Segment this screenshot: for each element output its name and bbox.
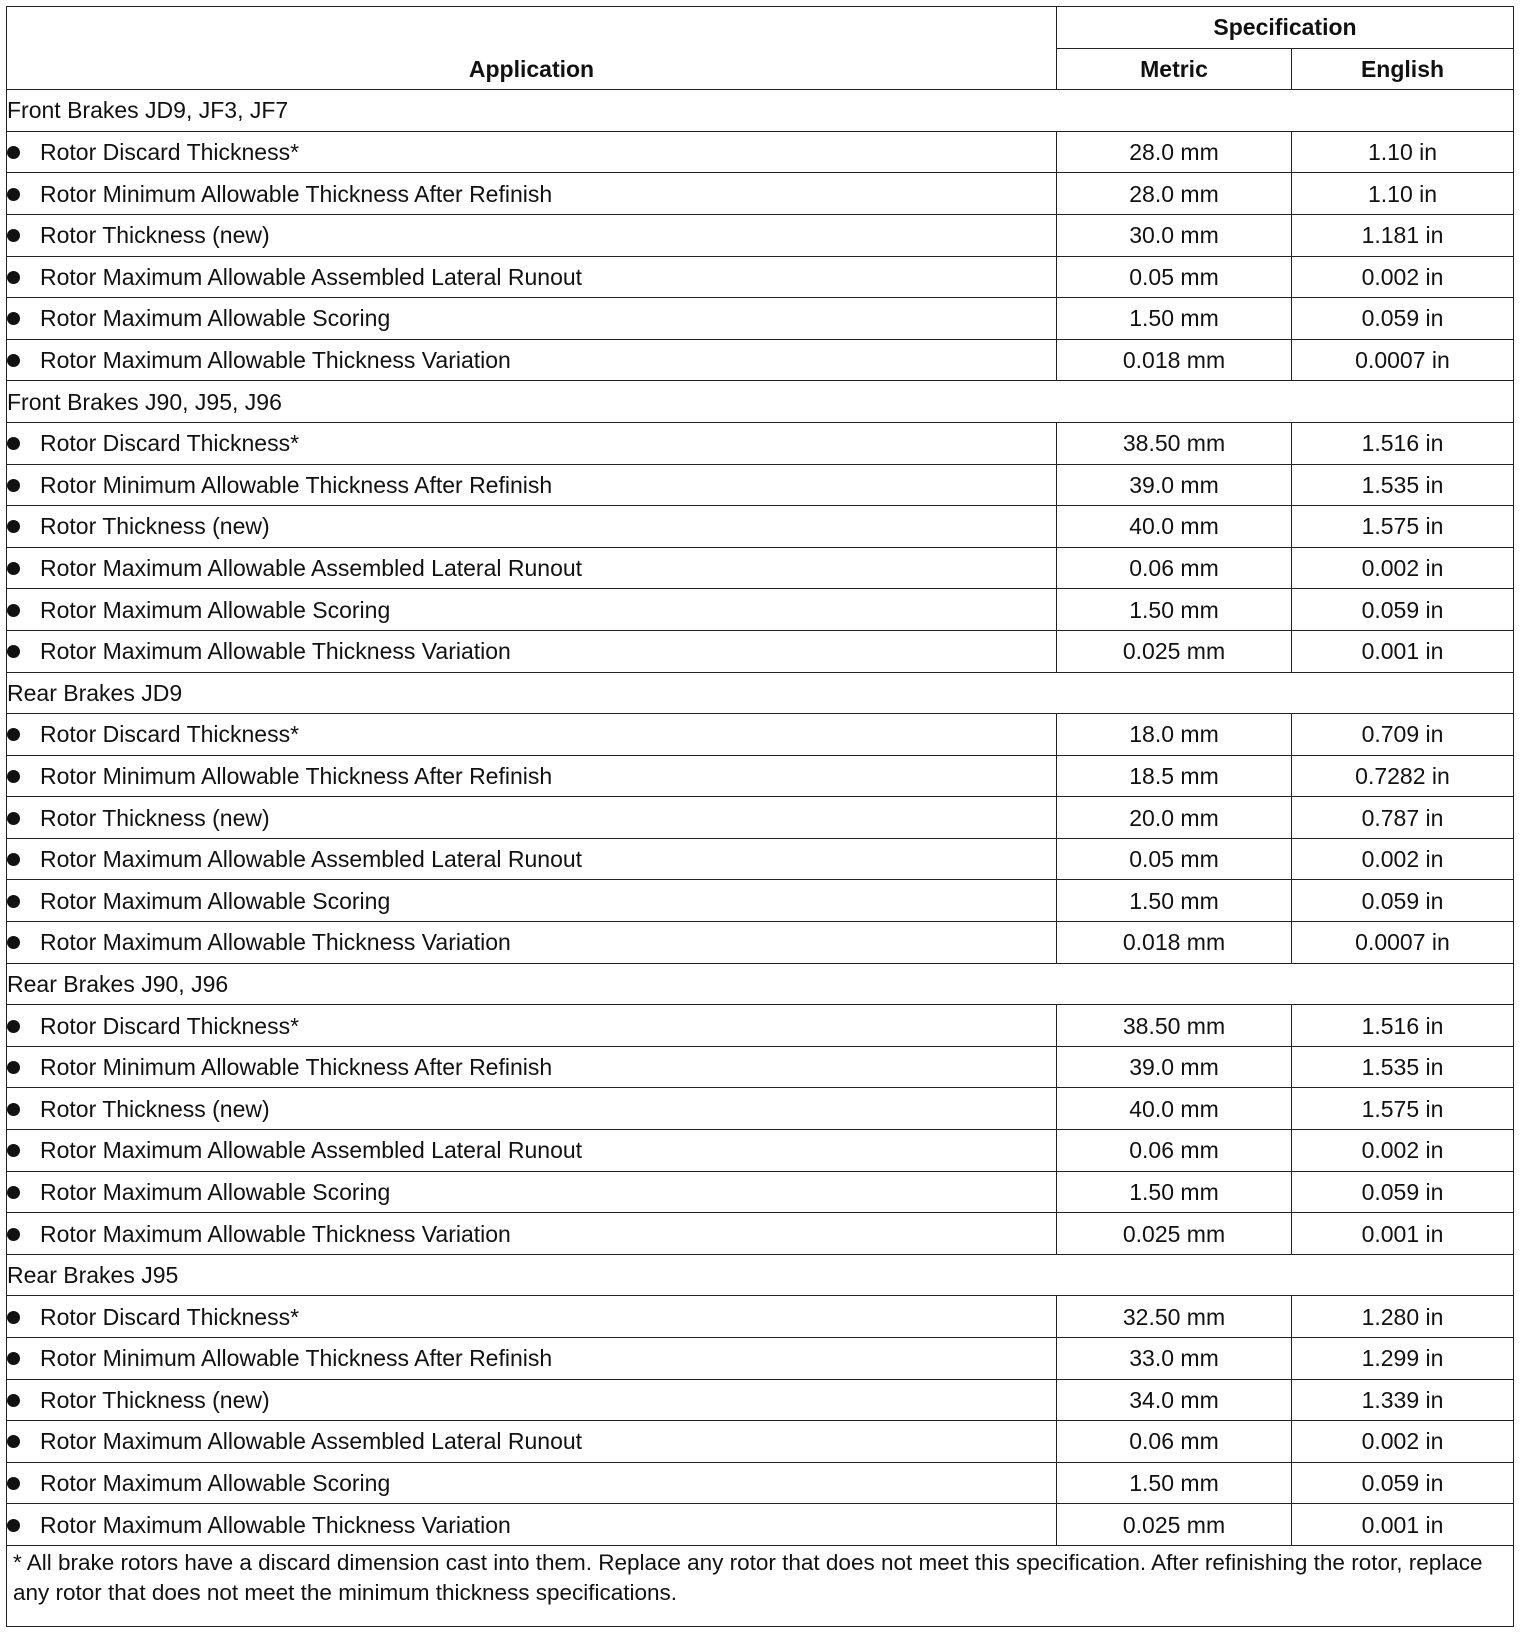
application-cell [7, 339, 1057, 381]
application-cell [7, 1421, 1057, 1463]
english-value: 0.059 in [1292, 589, 1514, 631]
table-row [7, 298, 1514, 340]
table-row [7, 506, 1514, 548]
application-cell [7, 880, 1057, 922]
table-footer [7, 1545, 1514, 1626]
english-value: 0.002 in [1292, 1421, 1514, 1463]
english-value: 0.7282 in [1292, 755, 1514, 797]
table-row [7, 1462, 1514, 1504]
application-cell [7, 547, 1057, 589]
table-row [7, 1296, 1514, 1338]
table-row [7, 797, 1514, 839]
application-label: Rotor Thickness (new) [40, 222, 270, 249]
metric-value: 1.50 mm [1057, 880, 1292, 922]
english-value: 1.516 in [1292, 422, 1514, 464]
application-cell [7, 422, 1057, 464]
metric-value: 0.025 mm [1057, 1504, 1292, 1546]
metric-value: 0.05 mm [1057, 256, 1292, 298]
bullet-icon [7, 1435, 20, 1448]
metric-value: 1.50 mm [1057, 589, 1292, 631]
section-row [7, 963, 1514, 1005]
application-label: Rotor Maximum Allowable Thickness Variation [40, 1511, 511, 1538]
table-row [7, 173, 1514, 215]
application-label: Rotor Maximum Allowable Scoring [40, 1470, 391, 1497]
application-header: Application [7, 7, 1057, 90]
specification-header: Specification [1057, 7, 1514, 49]
bullet-icon [7, 437, 20, 450]
application-label: Rotor Thickness (new) [40, 513, 270, 540]
application-cell [7, 1213, 1057, 1255]
application-label: Rotor Discard Thickness* [40, 1303, 300, 1330]
table-row [7, 547, 1514, 589]
section-title: Rear Brakes J90, J96 [7, 963, 1514, 1005]
bullet-icon [7, 1103, 20, 1116]
bullet-icon [7, 1186, 20, 1199]
english-value: 0.002 in [1292, 838, 1514, 880]
english-value: 1.181 in [1292, 214, 1514, 256]
bullet-icon [7, 770, 20, 783]
bullet-icon [7, 146, 20, 159]
bullet-icon [7, 1394, 20, 1407]
metric-value: 0.06 mm [1057, 1421, 1292, 1463]
application-cell [7, 1046, 1057, 1088]
section-title: Front Brakes J90, J95, J96 [7, 381, 1514, 423]
metric-value: 0.06 mm [1057, 1130, 1292, 1172]
application-cell [7, 1338, 1057, 1380]
section-row [7, 90, 1514, 132]
table-body [7, 90, 1514, 1546]
application-label: Rotor Maximum Allowable Assembled Lateral Runout [40, 263, 583, 290]
english-value: 1.535 in [1292, 464, 1514, 506]
application-label: Rotor Minimum Allowable Thickness After Refinish [40, 471, 553, 498]
bullet-icon [7, 1519, 20, 1532]
metric-value: 18.0 mm [1057, 714, 1292, 756]
footnote-row [7, 1545, 1514, 1626]
english-value: 0.059 in [1292, 298, 1514, 340]
english-value: 1.10 in [1292, 173, 1514, 215]
metric-value: 18.5 mm [1057, 755, 1292, 797]
application-label: Rotor Discard Thickness* [40, 721, 300, 748]
english-value: 1.516 in [1292, 1005, 1514, 1047]
table-row [7, 1421, 1514, 1463]
bullet-icon [7, 936, 20, 949]
application-label: Rotor Discard Thickness* [40, 139, 300, 166]
english-value: 0.059 in [1292, 1171, 1514, 1213]
english-value: 0.0007 in [1292, 922, 1514, 964]
table-row [7, 630, 1514, 672]
table-row [7, 422, 1514, 464]
metric-value: 40.0 mm [1057, 1088, 1292, 1130]
table-row [7, 922, 1514, 964]
english-value: 0.001 in [1292, 630, 1514, 672]
application-label: Rotor Maximum Allowable Thickness Variation [40, 347, 511, 374]
application-label: Rotor Maximum Allowable Thickness Variation [40, 929, 511, 956]
application-cell [7, 464, 1057, 506]
bullet-icon [7, 188, 20, 201]
application-cell [7, 797, 1057, 839]
application-cell [7, 589, 1057, 631]
application-cell [7, 755, 1057, 797]
table-row [7, 589, 1514, 631]
table-row [7, 1005, 1514, 1047]
english-value: 0.002 in [1292, 1130, 1514, 1172]
table-row [7, 131, 1514, 173]
table-row [7, 1088, 1514, 1130]
bullet-icon [7, 1228, 20, 1241]
bullet-icon [7, 271, 20, 284]
bullet-icon [7, 1061, 20, 1074]
english-value: 1.280 in [1292, 1296, 1514, 1338]
table-row [7, 755, 1514, 797]
application-label: Rotor Maximum Allowable Assembled Lateral Runout [40, 555, 583, 582]
application-label: Rotor Maximum Allowable Thickness Variation [40, 638, 511, 665]
application-cell [7, 630, 1057, 672]
application-cell [7, 1296, 1057, 1338]
application-label: Rotor Minimum Allowable Thickness After Refinish [40, 762, 553, 789]
metric-value: 0.018 mm [1057, 339, 1292, 381]
metric-value: 1.50 mm [1057, 1462, 1292, 1504]
table-row [7, 1504, 1514, 1546]
english-value: 1.535 in [1292, 1046, 1514, 1088]
application-label: Rotor Maximum Allowable Scoring [40, 305, 391, 332]
application-cell [7, 714, 1057, 756]
english-value: 0.001 in [1292, 1504, 1514, 1546]
metric-value: 20.0 mm [1057, 797, 1292, 839]
application-cell [7, 1379, 1057, 1421]
english-value: 0.001 in [1292, 1213, 1514, 1255]
table-row [7, 838, 1514, 880]
metric-value: 0.018 mm [1057, 922, 1292, 964]
english-value: 0.059 in [1292, 880, 1514, 922]
table-row [7, 214, 1514, 256]
metric-value: 33.0 mm [1057, 1338, 1292, 1380]
section-row [7, 672, 1514, 714]
application-label: Rotor Thickness (new) [40, 1095, 270, 1122]
metric-value: 1.50 mm [1057, 1171, 1292, 1213]
table-row [7, 1171, 1514, 1213]
bullet-icon [7, 1352, 20, 1365]
english-header: English [1292, 48, 1514, 90]
metric-value: 39.0 mm [1057, 464, 1292, 506]
metric-value: 38.50 mm [1057, 422, 1292, 464]
metric-value: 30.0 mm [1057, 214, 1292, 256]
metric-header: Metric [1057, 48, 1292, 90]
application-cell [7, 131, 1057, 173]
english-value: 1.10 in [1292, 131, 1514, 173]
english-value: 1.575 in [1292, 506, 1514, 548]
english-value: 1.299 in [1292, 1338, 1514, 1380]
application-label: Rotor Maximum Allowable Assembled Lateral Runout [40, 1428, 583, 1455]
application-cell [7, 1504, 1057, 1546]
application-cell [7, 1005, 1057, 1047]
table-row [7, 464, 1514, 506]
metric-value: 32.50 mm [1057, 1296, 1292, 1338]
table-row [7, 714, 1514, 756]
table-row [7, 339, 1514, 381]
english-value: 1.575 in [1292, 1088, 1514, 1130]
application-cell [7, 506, 1057, 548]
table-row [7, 880, 1514, 922]
metric-value: 0.06 mm [1057, 547, 1292, 589]
application-label: Rotor Discard Thickness* [40, 430, 300, 457]
bullet-icon [7, 520, 20, 533]
section-row [7, 1254, 1514, 1296]
bullet-icon [7, 354, 20, 367]
bullet-icon [7, 1477, 20, 1490]
application-label: Rotor Thickness (new) [40, 1386, 270, 1413]
metric-value: 34.0 mm [1057, 1379, 1292, 1421]
metric-value: 0.025 mm [1057, 630, 1292, 672]
application-cell [7, 214, 1057, 256]
metric-value: 38.50 mm [1057, 1005, 1292, 1047]
bullet-icon [7, 1020, 20, 1033]
bullet-icon [7, 562, 20, 575]
application-label: Rotor Minimum Allowable Thickness After Refinish [40, 180, 553, 207]
metric-value: 39.0 mm [1057, 1046, 1292, 1088]
section-row [7, 381, 1514, 423]
metric-value: 28.0 mm [1057, 173, 1292, 215]
english-value: 0.0007 in [1292, 339, 1514, 381]
bullet-icon [7, 853, 20, 866]
table-row [7, 1338, 1514, 1380]
application-label: Rotor Maximum Allowable Scoring [40, 596, 391, 623]
application-cell [7, 1130, 1057, 1172]
application-cell [7, 1462, 1057, 1504]
bullet-icon [7, 229, 20, 242]
metric-value: 28.0 mm [1057, 131, 1292, 173]
application-label: Rotor Maximum Allowable Scoring [40, 887, 391, 914]
section-title: Front Brakes JD9, JF3, JF7 [7, 90, 1514, 132]
section-title: Rear Brakes JD9 [7, 672, 1514, 714]
table-row [7, 1130, 1514, 1172]
application-label: Rotor Maximum Allowable Thickness Variation [40, 1220, 511, 1247]
application-cell [7, 173, 1057, 215]
application-label: Rotor Thickness (new) [40, 804, 270, 831]
table-row [7, 1213, 1514, 1255]
bullet-icon [7, 1144, 20, 1157]
bullet-icon [7, 728, 20, 741]
bullet-icon [7, 479, 20, 492]
english-value: 0.002 in [1292, 256, 1514, 298]
footnote: * All brake rotors have a discard dimension cast into them. Replace any rotor that does not meet this specification. After refinishing the rotor, replace any rotor that does not meet the minimum thickness specifications. [7, 1545, 1514, 1626]
header-row-1 [7, 7, 1514, 49]
application-cell [7, 922, 1057, 964]
application-cell [7, 298, 1057, 340]
bullet-icon [7, 895, 20, 908]
section-title: Rear Brakes J95 [7, 1254, 1514, 1296]
metric-value: 40.0 mm [1057, 506, 1292, 548]
application-cell [7, 1171, 1057, 1213]
table-row [7, 256, 1514, 298]
application-cell [7, 256, 1057, 298]
application-cell [7, 838, 1057, 880]
application-label: Rotor Minimum Allowable Thickness After Refinish [40, 1054, 553, 1081]
english-value: 0.059 in [1292, 1462, 1514, 1504]
application-label: Rotor Minimum Allowable Thickness After Refinish [40, 1345, 553, 1372]
bullet-icon [7, 604, 20, 617]
bullet-icon [7, 645, 20, 658]
english-value: 0.709 in [1292, 714, 1514, 756]
application-cell [7, 1088, 1057, 1130]
bullet-icon [7, 312, 20, 325]
metric-value: 0.025 mm [1057, 1213, 1292, 1255]
metric-value: 0.05 mm [1057, 838, 1292, 880]
table-row [7, 1046, 1514, 1088]
english-value: 1.339 in [1292, 1379, 1514, 1421]
application-label: Rotor Maximum Allowable Assembled Lateral Runout [40, 846, 583, 873]
application-label: Rotor Maximum Allowable Assembled Lateral Runout [40, 1137, 583, 1164]
table-row [7, 1379, 1514, 1421]
metric-value: 1.50 mm [1057, 298, 1292, 340]
application-label: Rotor Maximum Allowable Scoring [40, 1178, 391, 1205]
rotor-specification-table [6, 6, 1514, 1627]
application-label: Rotor Discard Thickness* [40, 1012, 300, 1039]
english-value: 0.002 in [1292, 547, 1514, 589]
table-header [7, 7, 1514, 90]
bullet-icon [7, 1311, 20, 1324]
english-value: 0.787 in [1292, 797, 1514, 839]
bullet-icon [7, 812, 20, 825]
